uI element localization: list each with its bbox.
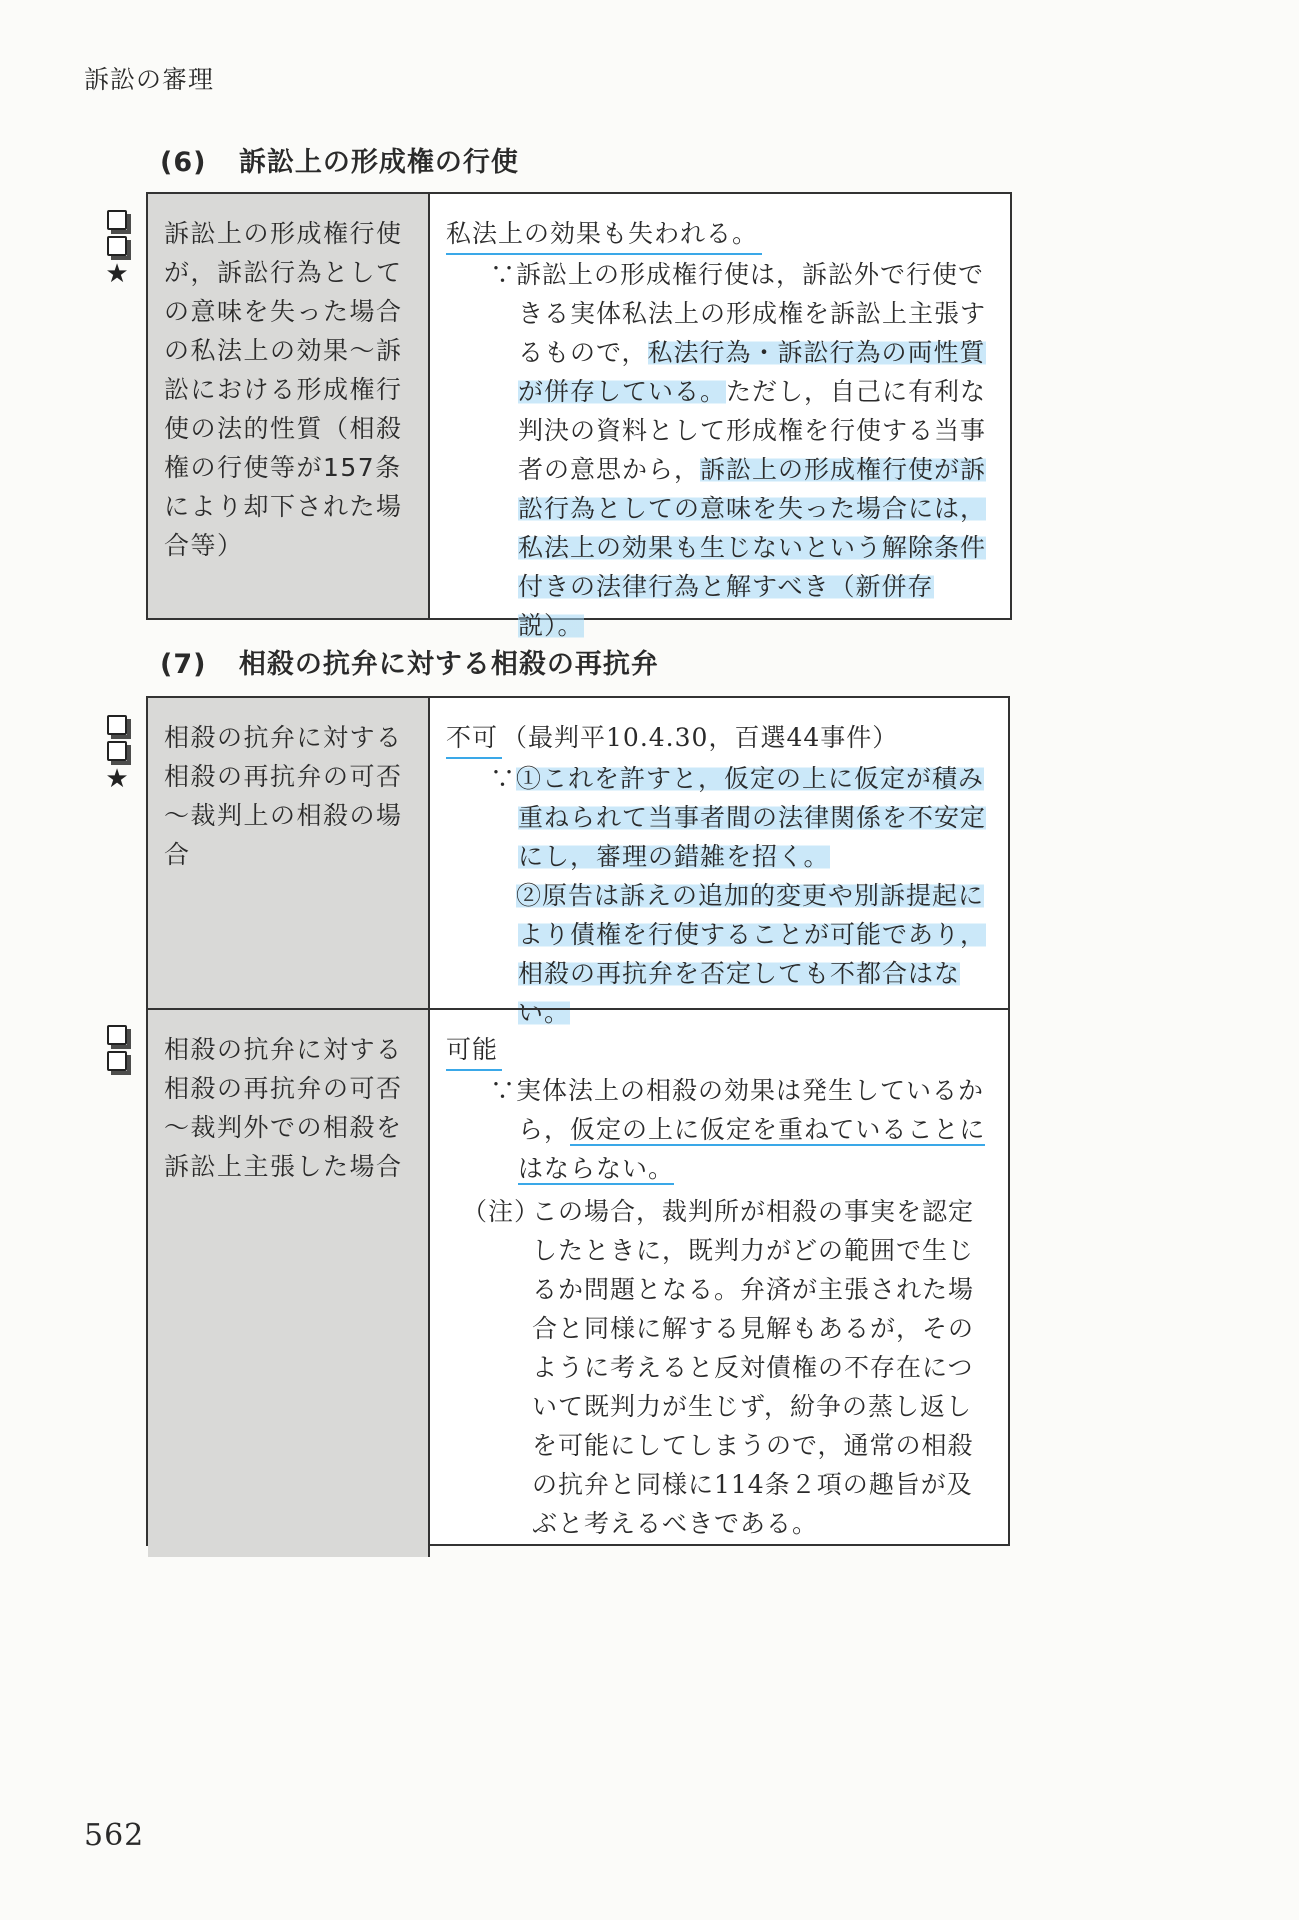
section-heading-6: [160, 140, 519, 179]
section-heading-7: [160, 642, 659, 681]
page-number: 562: [84, 1818, 145, 1853]
reason-item: ①これを許すと，仮定の上に仮定が積み重ねられて当事者間の法律関係を不安定にし，審理の錯雑を招く。: [516, 764, 987, 871]
section-title: 訴訟上の形成権の行使: [238, 147, 519, 178]
reason-highlight: 私法行為・訴訟行為の両性質が併存している。: [518, 338, 986, 406]
table-row: [148, 698, 1008, 1027]
reason-underline: 仮定の上に仮定を重ねていることにはならない。: [518, 1115, 986, 1183]
answer-cell: [430, 1010, 1008, 1557]
reason-item: ②原告は訴えの追加的変更や別訴提起により債権を行使することが可能であり，相殺の再抗弁を否定しても不都合はない。: [516, 881, 987, 1027]
answer-citation: （最判平10.4.30，百選44事件）: [502, 723, 899, 752]
review-marks: [100, 210, 134, 289]
section-number: (6): [160, 147, 207, 178]
reason-text: ただし，自己に有利な判決の資料として形成権を行使する当事者の意思から，: [518, 377, 987, 484]
answer-reason: [478, 255, 996, 645]
note: [462, 1192, 994, 1543]
question-cell: 相殺の抗弁に対する相殺の再抗弁の可否～裁判上の相殺の場合: [148, 698, 430, 1008]
question-cell: 訴訟上の形成権行使が，訴訟行為としての意味を失った場合の私法上の効果～訴訟における形成権行使の法的性質（相殺権の行使等が157条により却下された場合等）: [148, 194, 430, 618]
because-symbol: ∵: [490, 260, 517, 289]
checkbox-icon[interactable]: [107, 236, 127, 256]
answer-cell: [430, 194, 1010, 640]
table-row: [148, 1008, 1008, 1557]
section-number: (7): [160, 649, 207, 680]
reason-text: 訴訟上の形成権行使は，訴訟外で行使できる実体私法上の形成権を訴訟上主張するもので，: [516, 260, 987, 367]
answer-conclusion: 可能: [446, 1030, 502, 1071]
because-symbol: ∵: [490, 1076, 517, 1105]
review-marks: [100, 715, 134, 794]
question-cell: 相殺の抗弁に対する相殺の再抗弁の可否～裁判外での相殺を訴訟上主張した場合: [148, 1010, 430, 1557]
answer-cell: [430, 698, 1008, 1027]
answer-conclusion: 私法上の効果も失われる。: [446, 214, 762, 255]
checkbox-icon[interactable]: [107, 715, 127, 735]
checkbox-icon[interactable]: [107, 741, 127, 761]
qa-table-7: [146, 696, 1010, 1546]
reason-text: 実体法上の相殺の効果は発生しているから，: [516, 1076, 985, 1144]
answer-reason: [478, 1071, 994, 1188]
because-symbol: ∵: [490, 764, 517, 793]
checkbox-icon[interactable]: [107, 210, 127, 230]
review-marks: [100, 1025, 134, 1071]
note-label: （注）: [462, 1197, 541, 1226]
checkbox-icon[interactable]: [107, 1051, 127, 1071]
running-head: 訴訟の審理: [84, 65, 215, 94]
answer-reason: [478, 759, 994, 876]
star-icon: ★: [105, 259, 129, 289]
star-icon: ★: [105, 764, 129, 794]
reason-highlight: 訴訟上の形成権行使が訴訟行為としての意味を失った場合には，私法上の効果も生じないという解除条件付きの法律行為と解すべき（新併存説）。: [518, 455, 987, 640]
qa-table-6: [146, 192, 1012, 640]
section-title: 相殺の抗弁に対する相殺の再抗弁: [238, 649, 659, 680]
note-text: この場合，裁判所が相殺の事実を認定したときに，既判力がどの範囲で生じるか問題となる。弁済が主張された場合と同様に解する見解もあるが，そのように考えると反対債権の不存在について既判力が生じず，紛争の蒸し返しを可能にしてしまうので，通常の相殺の抗弁と同様に114条２項の趣旨が及ぶと考えるべきである。: [532, 1197, 975, 1538]
answer-conclusion: 不可: [446, 718, 502, 759]
checkbox-icon[interactable]: [107, 1025, 127, 1045]
